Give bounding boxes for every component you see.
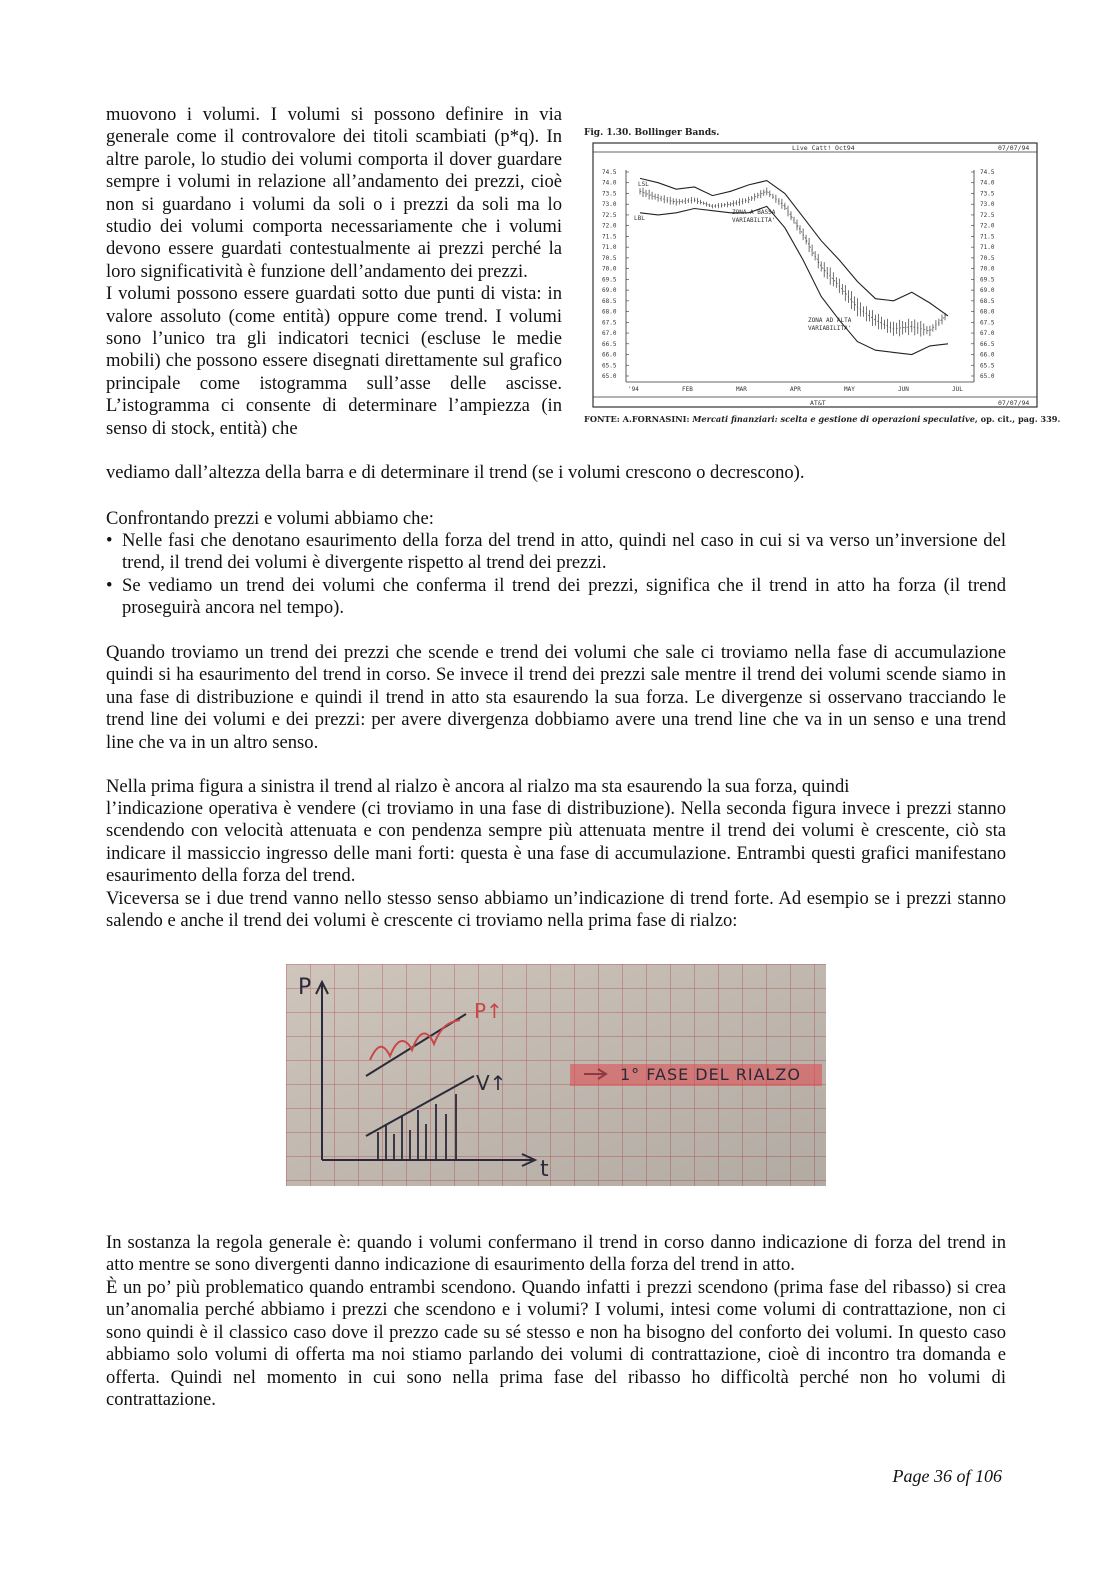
y-tick-label: 68.0 [602, 308, 617, 316]
source-suffix: , op. cit., pag. 339. [974, 414, 1061, 424]
y-tick-label: 70.5 [980, 254, 995, 262]
zone-low-label-1: ZONA A BASSA [732, 209, 776, 216]
y-tick-label: 67.5 [980, 319, 995, 327]
problem-paragraph: È un po’ più problematico quando entrambi scendono. Quando infatti i prezzi scendono (prima fase del ribasso) si crea un’anomalia perché abbiamo i prezzi che scendono e i volumi? I volumi, intesi come volumi di contrattazione, non ci sono quindi è il classico caso dove il prezzo cade su sé stesso e non ha bisogno del conforto dei volumi. In questo caso abbiamo solo volumi di offerta ma noi stiamo parlando dei volumi di contrattazione, cioè di incontro tra domanda e offerta. Quindi nel momento in cui sono nella prima fase del ribasso ho difficoltà perché non ho volumi di contrattazione. [106, 1277, 1006, 1411]
bullets-intro: Confrontando prezzi e volumi abbiamo che: [106, 508, 434, 529]
x-tick-label: MAY [844, 386, 855, 393]
zone-high-label-1: ZONA AD ALTA [808, 317, 852, 324]
sketch-svg [286, 964, 826, 1186]
phase-label: 1° FASE DEL RIALZO [620, 1065, 801, 1084]
source-title: Mercati finanziari: scelta e gestione di operazioni speculative [692, 414, 975, 424]
accumulation-paragraph: Quando troviamo un trend dei prezzi che scende e trend dei volumi che sale ci troviamo nella fase di accumulazione quindi si ha esaurimento del trend in corso. Se invece il trend dei prezzi sale mentre il trend dei volumi scende siamo in una fase di distribuzione e quindi il trend in atto sta esaurendo la sua forza. Le divergenze si osservano tracciando le trend line dei volumi e dei prezzi: per avere divergenza dobbiamo avere una trend line che va in un senso e una trend line che va in un altro senso. [106, 642, 1006, 753]
y-tick-label: 72.5 [980, 211, 995, 219]
chart-footer-label: AT&T [810, 399, 826, 407]
y-tick-label: 71.0 [980, 244, 995, 252]
y-tick-label: 74.5 [980, 169, 995, 176]
axis-p-label: P [298, 975, 312, 1000]
figures-paragraph: l’indicazione operativa è vendere (ci troviamo in una fase di distribuzione). Nella seconda figura invece i prezzi stanno scendendo con velocità attenuata e con pendenza sempre più attenuata mentre il trend dei volumi è crescente, ciò sta indicare il massiccio ingresso delle mani forti: questa è una fase di accumulazione. Entrambi questi grafici manifestano esaurimento della forza del trend. [106, 798, 1006, 887]
y-tick-label: 67.5 [602, 319, 617, 327]
bollinger-figure [584, 128, 1061, 424]
x-tick-label: MAR [736, 386, 747, 393]
source-prefix: FONTE: A.FORNASINI: [584, 414, 693, 424]
y-tick-label: 74.5 [602, 169, 617, 176]
viceversa-paragraph: Viceversa se i due trend vanno nello stesso senso abbiamo un’indicazione di trend forte. Ad esempio se i prezzi stanno salendo e anche il trend dei volumi è crescente ci troviamo nella prima fase di rialzo: [106, 888, 1006, 932]
label-lsl: LSL [638, 181, 649, 188]
intro-text-2: I volumi possono essere guardati sotto due punti di vista: in valore assoluto (come entità) oppure come trend. I volumi sono l’unico tra gli indicatori tecnici (escluse le medie mobili) che possono essere disegnati direttamente sul grafico principale come istogramma sull’asse delle ascisse. L’istogramma ci consente di determinare l’ampiezza (in senso di stock, entità) che [106, 283, 562, 439]
y-tick-label: 66.0 [602, 351, 617, 359]
y-tick-label: 72.5 [602, 211, 617, 219]
y-tick-label: 65.5 [602, 362, 617, 370]
intro-text-tail: vediamo dall’altezza della barra e di determinare il trend (se i volumi crescono o decrescono). [106, 462, 805, 483]
price-label: P↑ [474, 999, 503, 1023]
y-tick-label: 73.5 [602, 190, 617, 198]
y-tick-label: 69.0 [980, 287, 995, 295]
y-tick-label: 69.0 [602, 287, 617, 295]
y-tick-label: 71.5 [602, 233, 617, 241]
y-tick-label: 71.5 [980, 233, 995, 241]
y-tick-label: 70.0 [980, 265, 995, 273]
chart-frame [593, 143, 1037, 407]
bullet-item: • Nelle fasi che denotano esaurimento della forza del trend in atto, quindi nel caso in cui si va verso un’inversione del trend, il trend dei volumi è divergente rispetto al trend dei prezzi. [106, 530, 1006, 575]
axis-t-label: t [540, 1157, 549, 1182]
y-tick-label: 66.0 [980, 351, 995, 359]
figures-paragraph-line1: Nella prima figura a sinistra il trend al rialzo è ancora al rialzo ma sta esaurendo la sua forza, quindi [106, 776, 850, 797]
y-tick-label: 65.5 [980, 362, 995, 370]
x-tick-label: JUL [952, 386, 963, 393]
y-tick-label: 73.0 [980, 201, 995, 209]
zone-high-label-2: VARIABILITA' [808, 325, 852, 332]
volume-label: V↑ [476, 1071, 507, 1095]
y-tick-label: 70.5 [602, 254, 617, 262]
summary-paragraph: In sostanza la regola generale è: quando i volumi confermano il trend in corso danno indicazione di forza del trend in atto mentre se sono divergenti danno indicazione di esaurimento della forza del trend in atto. [106, 1232, 1006, 1276]
chart-header-label: Live Catt! Oct94 [792, 144, 855, 152]
y-tick-label: 67.0 [602, 330, 617, 338]
y-tick-label: 66.5 [602, 340, 617, 348]
bullet-item: • Se vediamo un trend dei volumi che conferma il trend dei prezzi, significa che il trend in atto ha forza (il trend proseguirà ancora nel tempo). [106, 575, 1006, 620]
y-tick-label: 68.0 [980, 308, 995, 316]
sketch-photo [286, 964, 826, 1186]
bollinger-chart [592, 142, 1038, 408]
x-tick-label: APR [790, 386, 801, 393]
bullet-list [106, 530, 1006, 620]
page-number: Page 36 of 106 [892, 1466, 1002, 1486]
y-tick-label: 65.0 [602, 373, 617, 380]
y-tick-label: 66.5 [980, 340, 995, 348]
y-tick-label: 74.0 [602, 179, 617, 187]
y-tick-label: 72.0 [980, 222, 995, 230]
y-tick-label: 68.5 [602, 297, 617, 305]
label-lbl: LBL [634, 215, 645, 222]
y-tick-label: 69.5 [602, 276, 617, 284]
y-tick-label: 69.5 [980, 276, 995, 284]
y-tick-label: 74.0 [980, 179, 995, 187]
intro-paragraph [106, 104, 562, 440]
x-tick-label: JUN [898, 386, 909, 393]
y-tick-label: 72.0 [602, 222, 617, 230]
figure-source [584, 414, 1061, 424]
y-tick-label: 67.0 [980, 330, 995, 338]
x-tick-label: FEB [682, 386, 693, 393]
intro-text-1: muovono i volumi. I volumi si possono definire in via generale come il controvalore dei titoli scambiati (p*q). In altre parole, lo studio dei volumi comporta il dover guardare sempre i volumi in relazione all’andamento dei prezzi, cioè non si guardano i volumi da soli o i prezzi da soli ma lo studio dei volumi comporta necessariamente che i volumi devono essere guardati contestualmente ai prezzi perché la loro significatività è funzione dell’andamento dei prezzi. [106, 104, 562, 282]
x-tick-label: '94 [628, 386, 639, 393]
y-tick-label: 68.5 [980, 297, 995, 305]
y-tick-label: 70.0 [602, 265, 617, 273]
y-tick-label: 73.0 [602, 201, 617, 209]
chart-header-date: 07/07/94 [998, 144, 1030, 152]
y-tick-label: 71.0 [602, 244, 617, 252]
y-tick-label: 73.5 [980, 190, 995, 198]
figure-title: Fig. 1.30. Bollinger Bands. [584, 128, 720, 138]
chart-footer-date: 07/07/94 [998, 399, 1030, 407]
y-tick-label: 65.0 [980, 373, 995, 380]
zone-low-label-2: VARIABILITA' [732, 217, 776, 224]
